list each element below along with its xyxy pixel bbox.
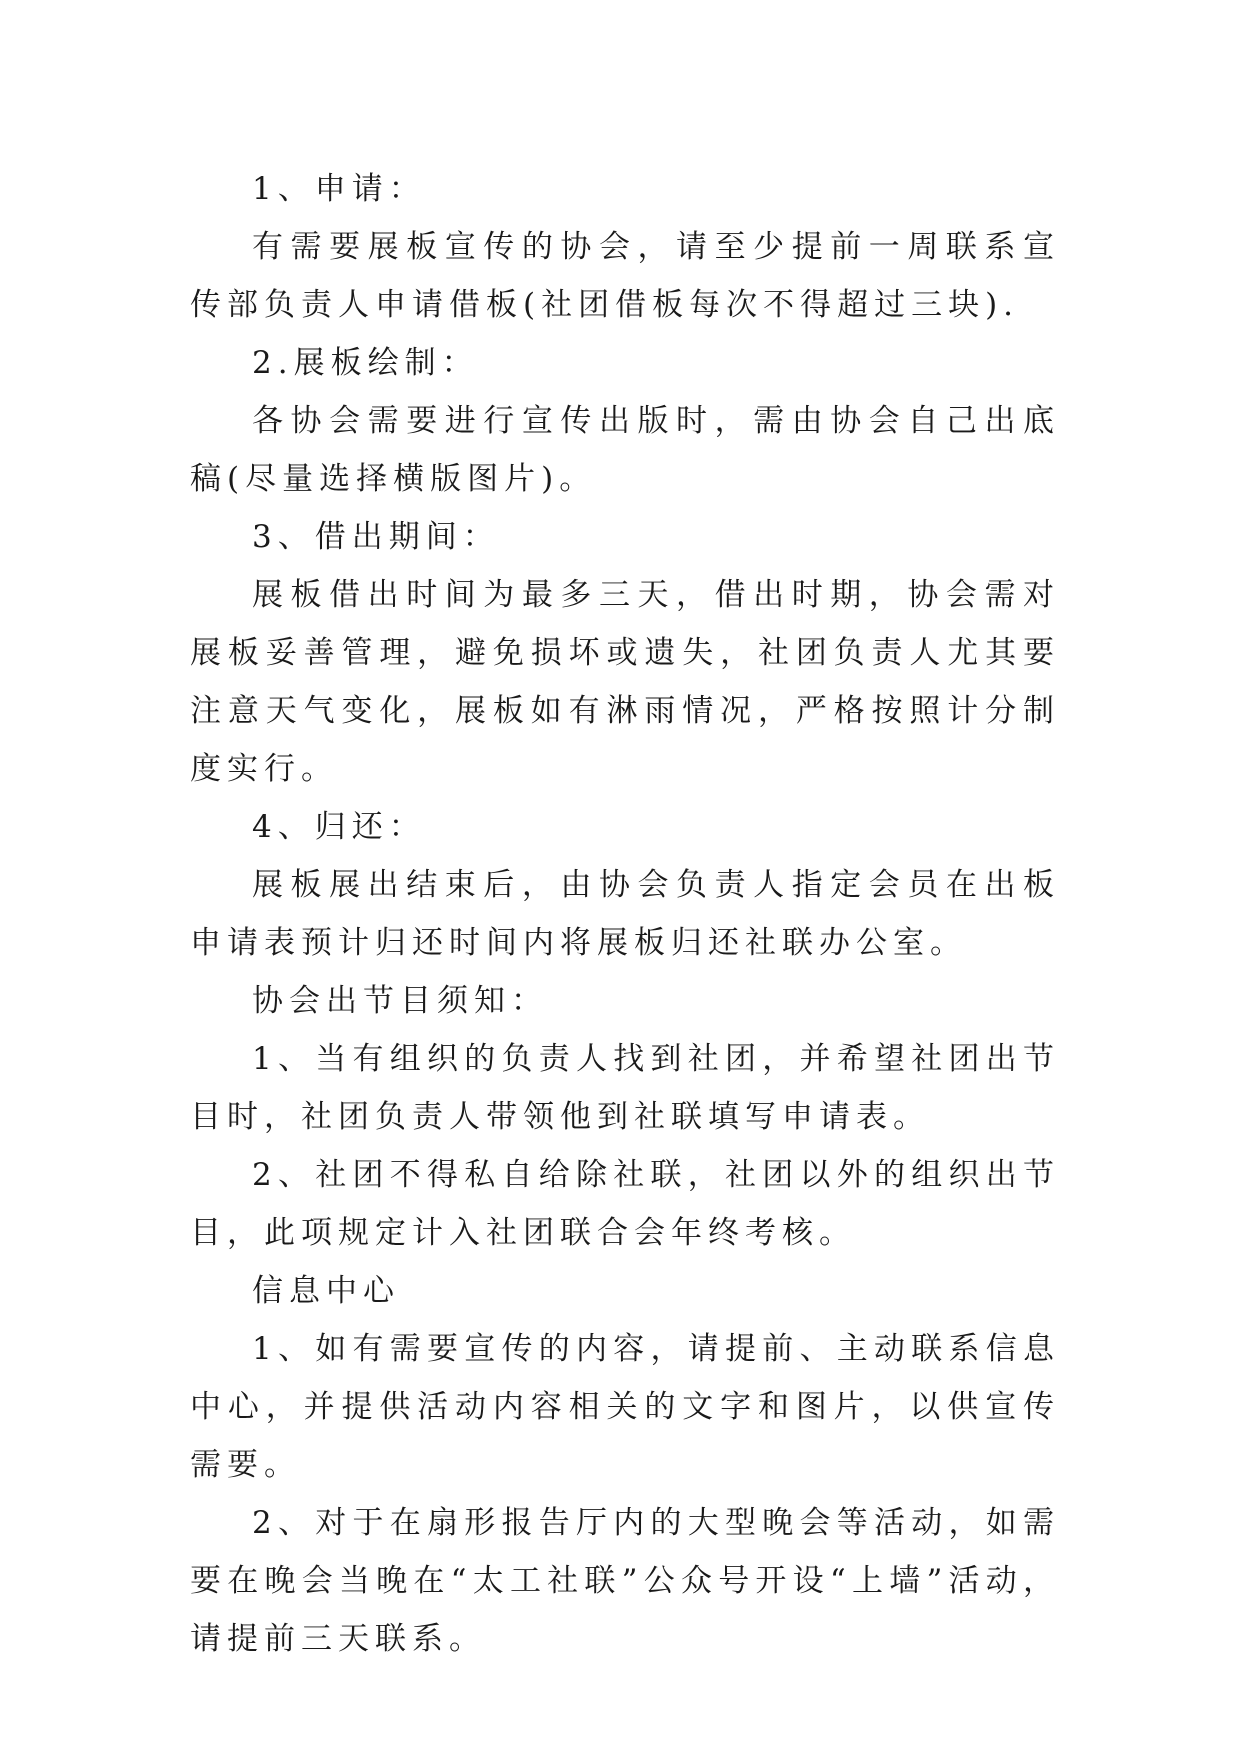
section-heading-program-notice: 协会出节目须知： — [252, 983, 548, 1019]
paragraph-info-center-1: 1、如有需要宣传的内容，请提前、主动联系信息中心，并提供活动内容相关的文字和图片，以供宣传需要。 — [190, 1331, 1060, 1483]
paragraph-application: 有需要展板宣传的协会，请至少提前一周联系宣传部负责人申请借板(社团借板每次不得超过三块). — [190, 229, 1060, 323]
paragraph-lending-period: 展板借出时间为最多三天，借出时期，协会需对展板妥善管理，避免损坏或遗失，社团负责人尤其要注意天气变化，展板如有淋雨情况，严格按照计分制度实行。 — [190, 577, 1060, 787]
paragraph-program-notice-1: 1、当有组织的负责人找到社团，并希望社团出节目时，社团负责人带领他到社联填写申请表。 — [190, 1041, 1060, 1135]
paragraph-info-center-2: 2、对于在扇形报告厅内的大型晚会等活动，如需要在晚会当晚在“太工社联”公众号开设“上墙”活动，请提前三天联系。 — [190, 1505, 1060, 1657]
section-heading-lending-period: 3、借出期间： — [252, 519, 500, 555]
paragraph-board-drawing: 各协会需要进行宣传出版时，需由协会自己出底稿(尽量选择横版图片)。 — [190, 403, 1060, 497]
section-heading-return: 4、归还： — [252, 809, 426, 845]
paragraph-program-notice-2: 2、社团不得私自给除社联，社团以外的组织出节目，此项规定计入社团联合会年终考核。 — [190, 1157, 1060, 1251]
section-heading-board-drawing: 2.展板绘制： — [252, 345, 479, 381]
section-heading-application: 1、申请： — [252, 171, 426, 207]
section-heading-info-center: 信息中心 — [252, 1273, 400, 1309]
document-body — [190, 160, 1060, 1668]
paragraph-return: 展板展出结束后，由协会负责人指定会员在出板申请表预计归还时间内将展板归还社联办公室。 — [190, 867, 1060, 961]
